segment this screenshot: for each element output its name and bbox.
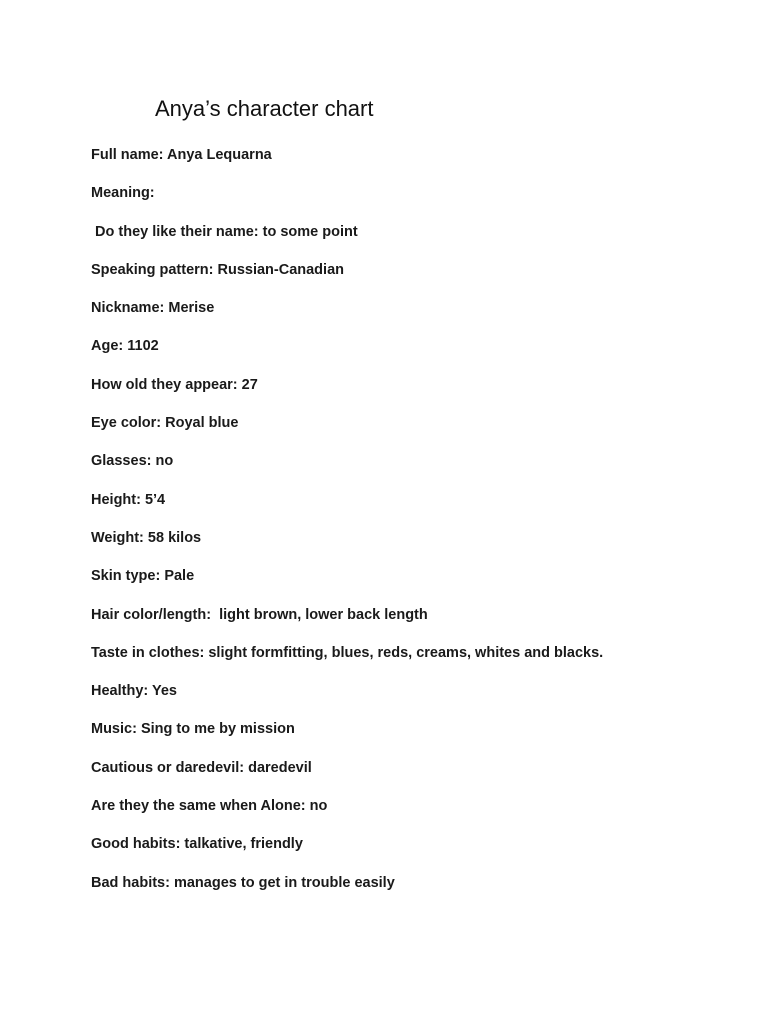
field-hair: Hair color/length: light brown, lower back length: [91, 606, 428, 623]
field-good-habits: Good habits: talkative, friendly: [91, 836, 303, 853]
field-clothes: Taste in clothes: slight formfitting, blues, reds, creams, whites and blacks.: [91, 644, 604, 661]
field-same-alone: Are they the same when Alone: no: [91, 798, 328, 815]
field-bad-habits: Bad habits: manages to get in trouble easily: [91, 874, 395, 891]
character-fields: [91, 145, 603, 911]
field-meaning: Meaning:: [91, 185, 155, 202]
document-title: Anya’s character chart: [155, 96, 374, 121]
field-skin-type: Skin type: Pale: [91, 568, 195, 585]
field-cautious: Cautious or daredevil: daredevil: [91, 759, 312, 776]
field-glasses: Glasses: no: [91, 453, 174, 470]
field-full-name: Full name: Anya Lequarna: [91, 147, 272, 163]
field-weight: Weight: 58 kilos: [91, 529, 202, 546]
field-nickname: Nickname: Merise: [91, 300, 215, 317]
field-height: Height: 5’4: [91, 491, 166, 508]
field-healthy: Healthy: Yes: [91, 683, 177, 700]
field-music: Music: Sing to me by mission: [91, 721, 295, 738]
field-like-name: Do they like their name: to some point: [91, 223, 358, 240]
field-eye-color: Eye color: Royal blue: [91, 415, 239, 432]
field-apparent-age: How old they appear: 27: [91, 376, 258, 393]
field-age: Age: 1102: [91, 338, 159, 355]
field-speaking-pattern: Speaking pattern: Russian-Canadian: [91, 261, 344, 278]
